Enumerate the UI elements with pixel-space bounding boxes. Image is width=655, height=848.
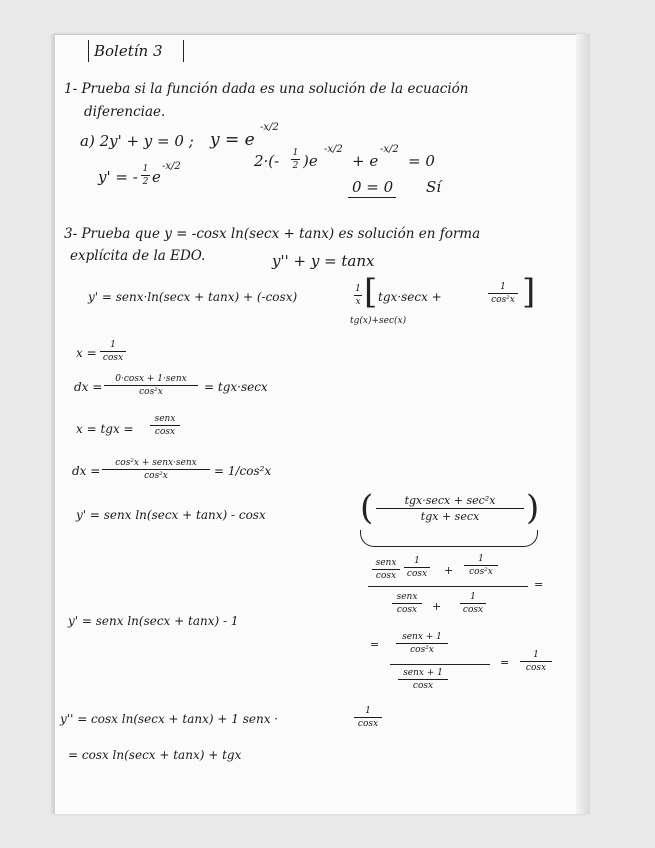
ex3-x-def-fraction: 1 cosx [100,340,126,363]
ex3-ypp-fraction: 1 cosx [354,706,382,729]
ex3-statement-line2: explícita de la EDO. [70,248,206,264]
ex3-yprime-2-paren-left: ( [360,488,374,528]
ex1-function-exponent: -x/2 [260,122,279,133]
ex1-answer: Sí [426,178,442,196]
ex1-statement-line1: 1- Prueba si la función dada es una solución de la ecuación [64,81,469,97]
ex1-statement-line2: diferenciae. [84,104,166,120]
ex3-step-equals2: = [500,656,510,669]
ex3-dx: dx = [74,380,103,394]
ex1-derivative-exponent: -x/2 [162,161,181,172]
ex3-yprime-2-paren-right: ) [526,488,540,528]
ex3-side2-a: senx cosx [392,592,422,615]
ex1-derivative-fraction: 1 2 [142,164,149,187]
ex3-x-tg: x = tgx = [76,422,134,436]
ex3-yprime-note: tg(x)+sec(x) [350,316,407,326]
ex3-dx-fraction: 0·cosx + 1·senx cos²x [104,374,198,397]
ex3-side1-plus: + [444,564,454,577]
ex3-yprime-3: y' = senx ln(secx + tanx) - 1 [68,614,239,628]
ex1-check-exponent: -x/2 [324,144,343,155]
ex3-side2-b: 1 cosx [460,592,486,615]
ex1-check-b: )e [303,152,318,170]
ex3-dtg-result: = 1/cos²x [214,464,272,478]
ex3-ypp-b: = cosx ln(secx + tanx) + tgx [68,748,242,762]
ex1-result: 0 = 0 [352,178,394,196]
ex3-yprime-2-fraction: tgx·secx + sec²x tgx + secx [376,494,524,523]
ex3-dx-result: = tgx·secx [204,380,268,394]
ex1-check-exponent2: -x/2 [380,144,399,155]
ex1-equation: a) 2y' + y = 0 ; [80,132,194,150]
ex3-side1-b: 1 cosx [404,556,430,579]
ex3-statement-line1: 3- Prueba que y = -cosx ln(secx + tanx) es solución en forma [64,226,481,242]
ex3-dtg: dx = [72,464,101,478]
ex3-side2-plus: + [432,600,442,613]
ex3-side1-c: 1 cos²x [464,554,498,577]
ex3-underbrace [360,530,538,547]
ex1-function: y = e [210,130,255,150]
ex3-ypp: y'' = cosx ln(secx + tanx) + 1 senx · [60,712,279,726]
ex1-check-a: 2·(- [254,152,280,170]
notebook-page [54,34,590,814]
ex3-step-equals: = [370,638,380,651]
ex3-x-tg-fraction: senx cosx [150,414,180,437]
ex3-edo: y'' + y = tanx [272,252,375,270]
ex3-yprime-fraction: 1 x [355,284,361,307]
ex1-derivative: y' = - [98,168,138,186]
ex3-yprime-bracket-right: ] [522,272,536,312]
page-title: Boletín 3 [94,42,163,60]
ex3-step-main-bar [390,664,490,665]
ex3-step-result: 1 cosx [520,650,552,673]
ex3-side1-a: senx cosx [372,558,400,581]
ex3-yprime-2: y' = senx ln(secx + tanx) - cosx [76,508,266,522]
ex3-yprime: y' = senx·ln(secx + tanx) + (-cosx) [88,290,298,304]
ex3-yprime-b: tgx·secx + [378,290,442,304]
ex3-side1-equals: = [534,578,544,591]
ex3-step-den: senx + 1 cosx [398,668,448,691]
ex3-yprime-fraction2: 1 cos²x [488,282,518,305]
ex1-check-c: + e [352,152,379,170]
ex3-side-main-bar [368,586,528,587]
ex3-step-num: senx + 1 cos²x [396,632,448,655]
ex1-check-d: = 0 [408,152,435,170]
ex1-check-fraction: 1 2 [292,148,299,171]
ex1-derivative-e: e [152,168,161,186]
ex3-yprime-bracket-left: [ [364,272,378,312]
ex3-dtg-fraction: cos²x + senx·senx cos²x [102,458,210,481]
page-edge [576,34,590,814]
ex3-x-def: x = [76,346,97,360]
ex1-result-underline [348,197,396,198]
